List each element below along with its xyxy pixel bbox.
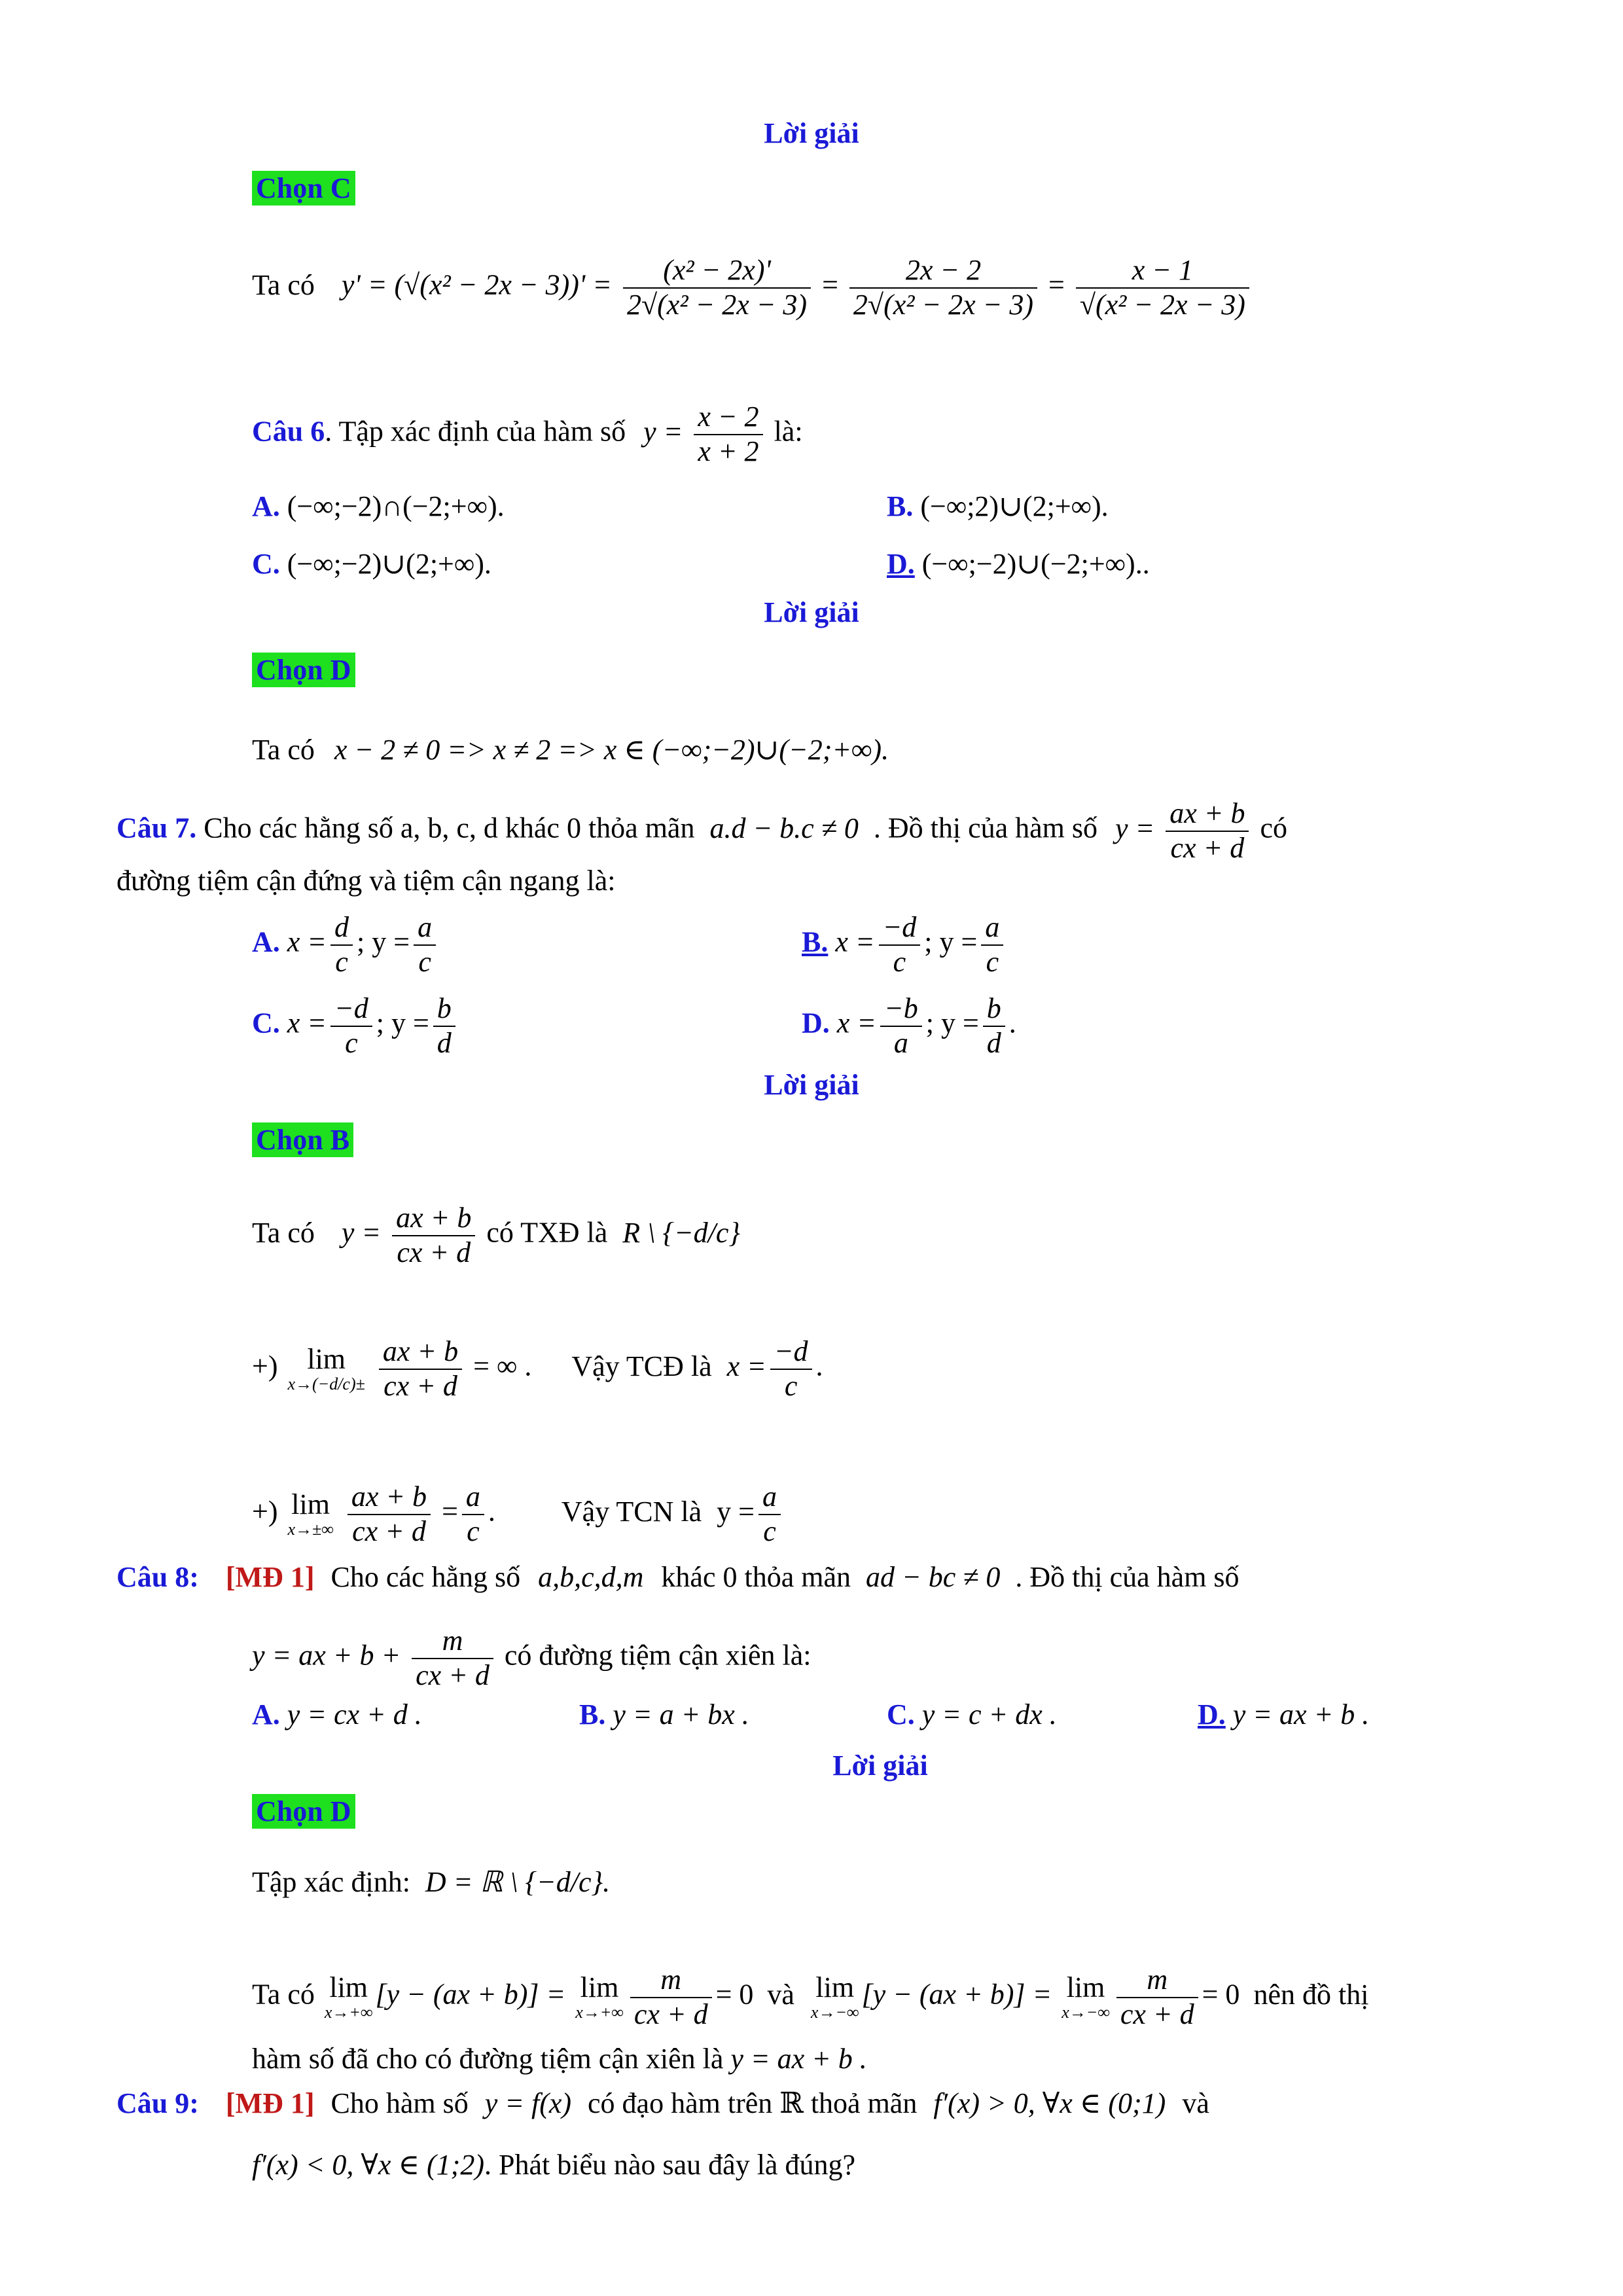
q7-option-a[interactable]: A. x = $\frac{d}{c}$ ; y = $\frac{a}{c}$	[252, 911, 440, 978]
q8-conclusion: hàm số đã cho có đường tiệm cận xiên là y = ax + b .	[252, 2043, 867, 2075]
question-9-line2: f′(x) < 0, ∀x ∈ (1;2). Phát biểu nào sau đây là đúng?	[252, 2149, 855, 2181]
q6-option-d[interactable]: D. (−∞;−2)∪(−2;+∞)..	[887, 548, 1150, 580]
q6-solution: Ta có x − 2 ≠ 0 => x ≠ 2 => x ∈ (−∞;−2)∪(−2;+∞).	[252, 734, 889, 766]
q6-option-a[interactable]: A. (−∞;−2)∩(−2;+∞).	[252, 490, 505, 522]
solution-heading: Lời giải	[764, 1069, 859, 1101]
q8-option-d[interactable]: D. y = ax + b .	[1198, 1698, 1370, 1731]
q7-vertical-asymptote: +) lim x→(−d/c)± $\frac{ax + b}{cx + d}$ = ∞ . Vậy TCĐ là x = $\frac{-d}{c}$ .	[252, 1335, 823, 1402]
q7-option-d[interactable]: D. x = $\frac{-b}{a}$ ; y = $\frac{b}{d}$ .	[802, 992, 1016, 1059]
derivative-line: Ta có y' = (√(x² − 2x − 3))' = $\frac{\text{(x² − 2x)'}}{\text{2√(x² − 2x − 3)}}$ = $\frac{2x - 2}{\text{2√(x² − 2x − 3)}}$ = $\frac{x - 1}{\text{√(x² − 2x − 3)}}$	[252, 254, 1253, 321]
q7-domain-line: Ta có y = $\frac{ax + b}{cx + d}$ có TXĐ là R \ {−d/c}	[252, 1202, 741, 1268]
q8-option-a[interactable]: A. y = cx + d .	[252, 1698, 422, 1731]
question-6: Câu 6. Tập xác định của hàm số y = $\frac{x - 2}{x + 2}$ là:	[252, 401, 803, 467]
solution-heading: Lời giải	[764, 117, 859, 149]
solution-heading: Lời giải	[832, 1749, 928, 1782]
choice-badge: Chọn D	[252, 653, 355, 688]
q8-option-b[interactable]: B. y = a + bx .	[579, 1698, 749, 1731]
q6-option-b[interactable]: B. (−∞;2)∪(2;+∞).	[887, 490, 1109, 522]
question-7-line2: đường tiệm cận đứng và tiệm cận ngang là:	[116, 865, 616, 897]
question-8: Câu 8: [MĐ 1] Cho các hằng số a,b,c,d,m khác 0 thỏa mãn ad − bc ≠ 0 . Đồ thị của hàm số	[116, 1561, 1240, 1593]
solution-heading: Lời giải	[764, 596, 859, 628]
choice-badge: Chọn B	[252, 1123, 353, 1158]
q8-domain: Tập xác định: D = ℝ \ {−d/c}.	[252, 1866, 611, 1898]
question-9: Câu 9: [MĐ 1] Cho hàm số y = f(x) có đạo hàm trên ℝ thoả mãn f′(x) > 0, ∀x ∈ (0;1) và	[116, 2087, 1209, 2119]
q8-limits: Ta có lim x→+∞ [y − (ax + b)] = lim x→+∞ $\frac{m}{cx + d}$ = 0 và lim x→−∞ [y − (ax + b)] = lim x→−∞ $\frac{m}{cx + d}$ = 0 nên đồ thị	[252, 1964, 1369, 2030]
choice-badge: Chọn C	[252, 171, 355, 206]
q8-option-c[interactable]: C. y = c + dx .	[887, 1698, 1057, 1731]
q7-option-b[interactable]: B. x = $\frac{-d}{c}$ ; y = $\frac{a}{c}$	[802, 911, 1007, 978]
choice-badge: Chọn D	[252, 1795, 355, 1829]
q6-option-c[interactable]: C. (−∞;−2)∪(2;+∞).	[252, 548, 491, 580]
question-7: Câu 7. Cho các hằng số a, b, c, d khác 0 thỏa mãn a.d − b.c ≠ 0 . Đồ thị của hàm số y = $\frac{ax + b}{cx + d}$ có	[116, 797, 1288, 864]
q7-horizontal-asymptote: +) lim x→±∞ $\frac{ax + b}{cx + d}$ = $\frac{a}{c}$ . Vậy TCN là y = $\frac{a}{c}$	[252, 1480, 785, 1548]
question-8-function: y = ax + b + $\frac{m}{cx + d}$ có đường tiệm cận xiên là:	[252, 1624, 812, 1691]
q7-option-c[interactable]: C. x = $\frac{-d}{c}$ ; y = $\frac{b}{d}$	[252, 992, 459, 1060]
